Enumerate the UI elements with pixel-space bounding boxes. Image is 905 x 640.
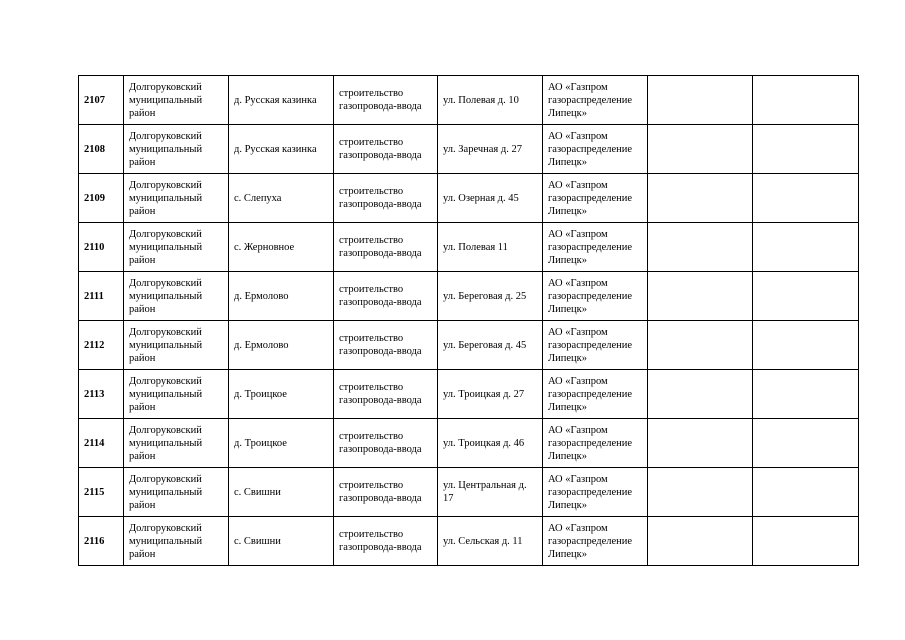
locality-cell	[229, 272, 334, 321]
district-line: Долгоруковский	[129, 130, 202, 142]
row-number: 2108	[84, 143, 105, 155]
organization-cell	[543, 223, 648, 272]
district-line: муниципальный	[129, 486, 203, 498]
empty-cell	[753, 223, 859, 272]
empty-cell	[753, 174, 859, 223]
district-line: район	[129, 352, 156, 364]
work-type-cell	[334, 517, 438, 566]
address-line: ул. Береговая д. 25	[443, 290, 527, 302]
district-cell	[124, 223, 229, 272]
row-number-cell	[79, 321, 124, 370]
work-type-line: строительство	[339, 137, 404, 148]
work-type-line: газопровода-ввода	[339, 395, 422, 406]
work-type-cell	[334, 468, 438, 517]
organization-line: газораспределение	[548, 388, 633, 400]
empty-cell	[753, 272, 859, 321]
district-cell	[124, 174, 229, 223]
locality: с. Свишни	[234, 535, 281, 547]
row-number: 2116	[84, 535, 105, 547]
locality: д. Троицкое	[234, 388, 287, 400]
empty-cell	[753, 419, 859, 468]
table-row	[79, 223, 859, 272]
organization-line: Липецк»	[548, 156, 587, 168]
work-type-line: газопровода-ввода	[339, 150, 422, 161]
address-line: ул. Береговая д. 45	[443, 339, 527, 351]
organization-line: АО «Газпром	[548, 277, 608, 289]
work-type-cell	[334, 76, 438, 125]
address-line: ул. Троицкая д. 27	[443, 388, 525, 400]
locality-cell	[229, 125, 334, 174]
organization-line: газораспределение	[548, 94, 633, 106]
organization-line: АО «Газпром	[548, 473, 608, 485]
work-type-line: газопровода-ввода	[339, 493, 422, 504]
address-cell	[438, 370, 543, 419]
address-line: ул. Центральная д.	[443, 480, 527, 491]
district-cell	[124, 272, 229, 321]
district-line: Долгоруковский	[129, 424, 202, 436]
locality: с. Свишни	[234, 486, 281, 498]
organization-cell	[543, 272, 648, 321]
organization-line: газораспределение	[548, 290, 633, 302]
organization-line: Липецк»	[548, 107, 587, 119]
organization-line: Липецк»	[548, 450, 587, 462]
table-row	[79, 370, 859, 419]
row-number: 2110	[84, 241, 105, 253]
address-line: ул. Заречная д. 27	[443, 143, 522, 155]
work-type-line: строительство	[339, 235, 404, 246]
district-line: район	[129, 450, 156, 462]
address-line: ул. Полевая 11	[443, 241, 508, 253]
gas-pipeline-table	[78, 75, 859, 566]
locality-cell	[229, 517, 334, 566]
organization-cell	[543, 468, 648, 517]
row-number-cell	[79, 76, 124, 125]
district-cell	[124, 76, 229, 125]
locality-cell	[229, 174, 334, 223]
locality-cell	[229, 321, 334, 370]
work-type-line: газопровода-ввода	[339, 248, 422, 259]
district-cell	[124, 321, 229, 370]
organization-cell	[543, 370, 648, 419]
empty-cell	[648, 125, 753, 174]
row-number: 2111	[84, 290, 104, 302]
work-type-cell	[334, 174, 438, 223]
work-type-line: строительство	[339, 480, 404, 491]
empty-cell	[648, 419, 753, 468]
address-cell	[438, 125, 543, 174]
organization-line: Липецк»	[548, 401, 587, 413]
district-line: муниципальный	[129, 290, 203, 302]
row-number: 2114	[84, 437, 105, 449]
district-line: муниципальный	[129, 241, 203, 253]
row-number: 2113	[84, 388, 105, 400]
district-line: муниципальный	[129, 192, 203, 204]
row-number-cell	[79, 174, 124, 223]
district-line: район	[129, 205, 156, 217]
locality: д. Русская казинка	[234, 94, 317, 106]
organization-line: Липецк»	[548, 205, 587, 217]
district-line: Долгоруковский	[129, 277, 202, 289]
address-line: ул. Троицкая д. 46	[443, 437, 525, 449]
district-line: муниципальный	[129, 339, 203, 351]
address-line: ул. Сельская д. 11	[443, 535, 523, 547]
work-type-line: газопровода-ввода	[339, 199, 422, 210]
row-number-cell	[79, 272, 124, 321]
empty-cell	[648, 370, 753, 419]
organization-line: газораспределение	[548, 241, 633, 253]
organization-line: Липецк»	[548, 254, 587, 266]
district-line: муниципальный	[129, 535, 203, 547]
address-line: ул. Полевая д. 10	[443, 94, 519, 106]
address-cell	[438, 468, 543, 517]
empty-cell	[753, 321, 859, 370]
organization-cell	[543, 125, 648, 174]
district-line: муниципальный	[129, 437, 203, 449]
district-line: район	[129, 107, 156, 119]
organization-line: Липецк»	[548, 352, 587, 364]
organization-line: газораспределение	[548, 437, 633, 449]
district-line: муниципальный	[129, 94, 203, 106]
organization-line: АО «Газпром	[548, 522, 608, 534]
district-line: район	[129, 401, 156, 413]
work-type-line: строительство	[339, 88, 404, 99]
organization-line: АО «Газпром	[548, 81, 608, 93]
district-line: район	[129, 156, 156, 168]
address-line: ул. Озерная д. 45	[443, 192, 519, 204]
empty-cell	[753, 517, 859, 566]
row-number: 2107	[84, 94, 105, 106]
organization-line: газораспределение	[548, 339, 633, 351]
work-type-line: газопровода-ввода	[339, 101, 422, 112]
district-line: Долгоруковский	[129, 179, 202, 191]
empty-cell	[753, 468, 859, 517]
locality-cell	[229, 370, 334, 419]
district-line: район	[129, 499, 156, 511]
district-cell	[124, 419, 229, 468]
address-cell	[438, 419, 543, 468]
work-type-line: строительство	[339, 186, 404, 197]
district-cell	[124, 125, 229, 174]
district-line: Долгоруковский	[129, 473, 202, 485]
locality-cell	[229, 468, 334, 517]
district-line: Долгоруковский	[129, 522, 202, 534]
district-line: район	[129, 254, 156, 266]
empty-cell	[648, 517, 753, 566]
district-line: Долгоруковский	[129, 326, 202, 338]
organization-line: АО «Газпром	[548, 375, 608, 387]
work-type-line: газопровода-ввода	[339, 444, 422, 455]
work-type-line: строительство	[339, 284, 404, 295]
work-type-line: газопровода-ввода	[339, 542, 422, 553]
locality: д. Русская казинка	[234, 143, 317, 155]
row-number-cell	[79, 223, 124, 272]
locality-cell	[229, 419, 334, 468]
organization-line: Липецк»	[548, 548, 587, 560]
table-row	[79, 419, 859, 468]
empty-cell	[753, 125, 859, 174]
empty-cell	[648, 174, 753, 223]
organization-line: Липецк»	[548, 499, 587, 511]
work-type-line: газопровода-ввода	[339, 297, 422, 308]
work-type-cell	[334, 223, 438, 272]
district-line: Долгоруковский	[129, 228, 202, 240]
row-number-cell	[79, 125, 124, 174]
row-number-cell	[79, 419, 124, 468]
work-type-line: газопровода-ввода	[339, 346, 422, 357]
empty-cell	[753, 370, 859, 419]
empty-cell	[648, 272, 753, 321]
work-type-line: строительство	[339, 431, 404, 442]
organization-cell	[543, 76, 648, 125]
row-number: 2109	[84, 192, 105, 204]
table-row	[79, 321, 859, 370]
organization-cell	[543, 321, 648, 370]
district-cell	[124, 370, 229, 419]
organization-line: газораспределение	[548, 192, 633, 204]
empty-cell	[648, 468, 753, 517]
organization-line: АО «Газпром	[548, 130, 608, 142]
table-row	[79, 125, 859, 174]
district-cell	[124, 468, 229, 517]
address-cell	[438, 272, 543, 321]
address-cell	[438, 174, 543, 223]
empty-cell	[753, 76, 859, 125]
organization-line: газораспределение	[548, 535, 633, 547]
locality-cell	[229, 223, 334, 272]
work-type-line: строительство	[339, 382, 404, 393]
table-row	[79, 174, 859, 223]
organization-line: газораспределение	[548, 486, 633, 498]
row-number: 2112	[84, 339, 105, 351]
work-type-cell	[334, 370, 438, 419]
table-row	[79, 468, 859, 517]
organization-line: Липецк»	[548, 303, 587, 315]
work-type-cell	[334, 125, 438, 174]
table-row	[79, 76, 859, 125]
locality: д. Ермолово	[234, 339, 289, 351]
work-type-cell	[334, 272, 438, 321]
address-cell	[438, 76, 543, 125]
organization-line: АО «Газпром	[548, 326, 608, 338]
address-cell	[438, 517, 543, 566]
row-number-cell	[79, 468, 124, 517]
district-line: Долгоруковский	[129, 375, 202, 387]
table-row	[79, 272, 859, 321]
district-line: район	[129, 548, 156, 560]
district-line: Долгоруковский	[129, 81, 202, 93]
district-cell	[124, 517, 229, 566]
empty-cell	[648, 76, 753, 125]
row-number: 2115	[84, 486, 105, 498]
organization-line: АО «Газпром	[548, 424, 608, 436]
address-line: 17	[443, 493, 454, 504]
locality: с. Жерновное	[234, 241, 295, 253]
district-line: район	[129, 303, 156, 315]
table-body	[79, 76, 859, 566]
address-cell	[438, 223, 543, 272]
work-type-line: строительство	[339, 333, 404, 344]
organization-line: АО «Газпром	[548, 179, 608, 191]
work-type-line: строительство	[339, 529, 404, 540]
locality-cell	[229, 76, 334, 125]
table-row	[79, 517, 859, 566]
organization-cell	[543, 517, 648, 566]
empty-cell	[648, 223, 753, 272]
district-line: муниципальный	[129, 143, 203, 155]
row-number-cell	[79, 517, 124, 566]
address-cell	[438, 321, 543, 370]
district-line: муниципальный	[129, 388, 203, 400]
organization-line: АО «Газпром	[548, 228, 608, 240]
work-type-cell	[334, 419, 438, 468]
locality: д. Ермолово	[234, 290, 289, 302]
locality: с. Слепуха	[234, 192, 282, 204]
empty-cell	[648, 321, 753, 370]
row-number-cell	[79, 370, 124, 419]
organization-cell	[543, 419, 648, 468]
work-type-cell	[334, 321, 438, 370]
locality: д. Троицкое	[234, 437, 287, 449]
organization-cell	[543, 174, 648, 223]
organization-line: газораспределение	[548, 143, 633, 155]
